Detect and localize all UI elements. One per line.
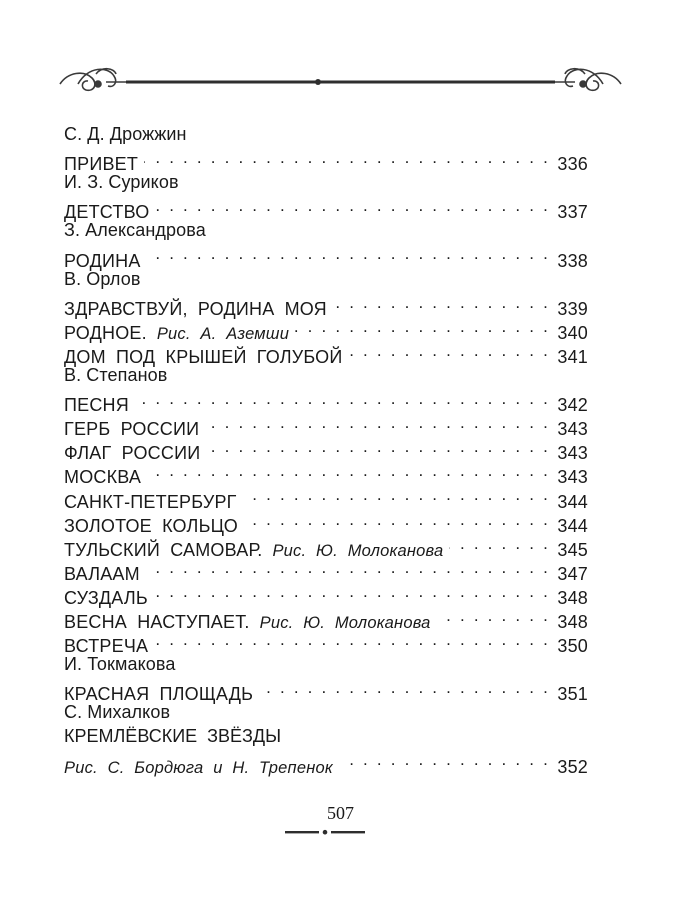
dot-leader bbox=[155, 194, 550, 218]
entry-page-number: 343 bbox=[557, 467, 588, 488]
entry-title: ТУЛЬСКИЙ САМОВАР. bbox=[64, 539, 263, 560]
entry-page-number: 352 bbox=[557, 756, 588, 777]
entry-page-number: 336 bbox=[557, 154, 588, 175]
toc-entry bbox=[64, 291, 588, 319]
entry-title: ДОМ ПОД КРЫШЕЙ ГОЛУБОЙ bbox=[64, 346, 343, 367]
dot-leader bbox=[154, 580, 550, 604]
toc-entry bbox=[64, 580, 588, 608]
dot-leader bbox=[147, 459, 550, 483]
entry-title: ЗДРАВСТВУЙ, РОДИНА МОЯ bbox=[64, 298, 327, 319]
entry-page-number: 350 bbox=[557, 636, 588, 657]
toc-author bbox=[64, 267, 588, 291]
entry-illustrator: Рис. Ю. Молоканова bbox=[272, 541, 444, 560]
entry-illustrator: Рис. С. Бордюга и Н. Трепенок bbox=[64, 758, 333, 777]
dot-leader bbox=[144, 146, 550, 170]
entry-page-number: 339 bbox=[557, 298, 588, 319]
entry-title: СУЗДАЛЬ bbox=[64, 587, 148, 608]
toc-author bbox=[64, 170, 588, 194]
table-of-contents bbox=[64, 122, 588, 777]
author-name: С. Михалков bbox=[64, 702, 171, 723]
entry-title: КРЕМЛЁВСКИЕ ЗВЁЗДЫ bbox=[64, 726, 282, 747]
decorative-ornament-bottom bbox=[285, 827, 365, 837]
entry-page-number: 344 bbox=[557, 515, 588, 536]
entry-title: ВСТРЕЧА bbox=[64, 636, 149, 657]
entry-page-number: 338 bbox=[557, 250, 588, 271]
entry-page-number: 345 bbox=[557, 539, 588, 560]
entry-page-number: 348 bbox=[557, 611, 588, 632]
dot-leader bbox=[349, 339, 550, 363]
entry-illustrator: Рис. А. Аземши bbox=[156, 324, 290, 343]
entry-title: РОДНОЕ. bbox=[64, 322, 147, 343]
entry-title: САНКТ-ПЕТЕРБУРГ bbox=[64, 491, 237, 512]
toc-entry bbox=[64, 676, 588, 705]
toc-entry bbox=[64, 483, 588, 512]
entry-page-number: 343 bbox=[557, 419, 588, 440]
toc-entry bbox=[64, 387, 588, 416]
toc-author bbox=[64, 218, 588, 242]
entry-page-number: 341 bbox=[557, 346, 588, 367]
entry-page-number: 343 bbox=[557, 443, 588, 464]
entry-page-number: 337 bbox=[557, 202, 588, 223]
toc-entry bbox=[64, 411, 588, 440]
entry-title: ПРИВЕТ bbox=[64, 154, 139, 175]
dot-leader bbox=[205, 411, 550, 435]
entry-page-number: 347 bbox=[557, 563, 588, 584]
dot-leader bbox=[206, 435, 550, 459]
entry-title: ВЕСНА НАСТУПАЕТ. bbox=[64, 611, 250, 632]
dot-leader bbox=[146, 556, 550, 580]
toc-entry bbox=[64, 748, 588, 777]
entry-title: ПЕСНЯ bbox=[64, 395, 129, 416]
entry-title: МОСКВА bbox=[64, 467, 142, 488]
toc-entry bbox=[64, 242, 588, 271]
decorative-ornament-top bbox=[58, 62, 623, 102]
entry-page-number: 340 bbox=[557, 322, 588, 343]
toc-entry bbox=[64, 146, 588, 175]
author-name: З. Александрова bbox=[64, 220, 206, 241]
entry-page-number: 344 bbox=[557, 491, 588, 512]
entry-title: ВАЛААМ bbox=[64, 563, 140, 584]
author-name: В. Степанов bbox=[64, 364, 168, 385]
dot-leader bbox=[259, 676, 550, 700]
entry-title: ФЛАГ РОССИИ bbox=[64, 443, 201, 464]
dot-leader bbox=[437, 604, 550, 628]
author-name: И. З. Суриков bbox=[64, 172, 179, 193]
toc-author bbox=[64, 652, 588, 676]
entry-illustrator: Рис. Ю. Молоканова bbox=[259, 613, 431, 632]
dot-leader bbox=[333, 291, 550, 315]
dot-leader bbox=[244, 508, 550, 532]
entry-page-number: 351 bbox=[557, 684, 588, 705]
entry-title: ГЕРБ РОССИИ bbox=[64, 419, 200, 440]
entry-page-number: 342 bbox=[557, 395, 588, 416]
author-name: И. Токмакова bbox=[64, 654, 176, 675]
dot-leader bbox=[449, 532, 550, 556]
dot-leader bbox=[135, 387, 550, 411]
page-number: 507 bbox=[327, 803, 354, 823]
dot-leader bbox=[339, 748, 550, 772]
entry-title: РОДИНА bbox=[64, 250, 141, 271]
toc-author bbox=[64, 122, 588, 146]
dot-leader bbox=[154, 628, 550, 652]
dot-leader bbox=[243, 483, 550, 507]
author-name: С. Д. Дрожжин bbox=[64, 124, 187, 144]
entry-title: ЗОЛОТОЕ КОЛЬЦО bbox=[64, 515, 238, 536]
entry-title: ДЕТСТВО bbox=[64, 202, 150, 223]
entry-title: КРАСНАЯ ПЛОЩАДЬ bbox=[64, 684, 254, 705]
author-name: В. Орлов bbox=[64, 268, 141, 289]
dot-leader bbox=[295, 315, 550, 339]
toc-heading bbox=[64, 724, 588, 748]
entry-page-number: 348 bbox=[557, 587, 588, 608]
dot-leader bbox=[147, 242, 550, 266]
toc-author bbox=[64, 700, 588, 724]
toc-entry bbox=[64, 194, 588, 223]
